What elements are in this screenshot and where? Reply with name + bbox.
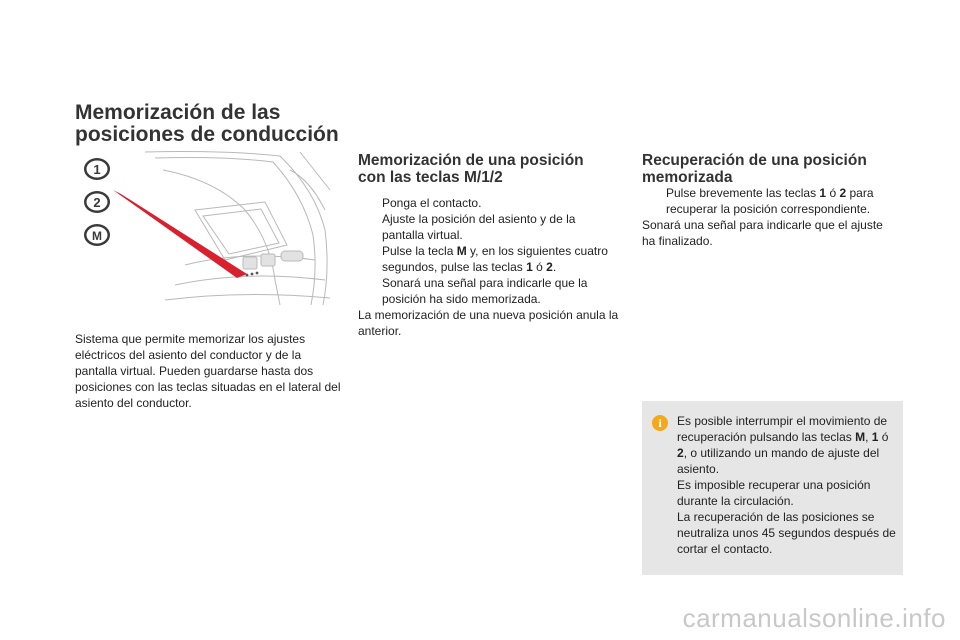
- memorize-step-3-confirmation: Sonará una señal para indicarle que la posición ha sido memorizada.: [382, 276, 588, 306]
- info-box: [642, 401, 903, 575]
- memorize-section-title: [358, 152, 584, 186]
- memorize-steps: [358, 195, 620, 339]
- recall-section-title: [642, 152, 867, 186]
- pointer-arrow: [113, 190, 247, 278]
- page-title-line1: Memorización de las: [75, 101, 281, 124]
- list-item: [358, 195, 620, 211]
- info-paragraph-2: Es imposible recuperar una posición durante la circulación.: [677, 478, 871, 508]
- recall-title-line2: memorizada: [642, 169, 733, 186]
- intro-text: Sistema que permite memorizar los ajustes eléctricos del asiento del conductor y de la pantalla virtual. Pueden guardarse hasta dos posiciones con las teclas situadas en el lateral del asiento del conductor.: [75, 332, 341, 410]
- seat-memory-buttons-illustration: [75, 150, 333, 308]
- recall-title-line1: Recuperación de una posición: [642, 152, 867, 169]
- button-2-icon: [84, 191, 110, 213]
- memorize-step-1: Ponga el contacto.: [382, 196, 482, 210]
- watermark: carmanualsonline.info: [682, 603, 946, 633]
- button-1-icon: [84, 158, 110, 180]
- info-text: [677, 413, 899, 557]
- recall-steps: [642, 185, 894, 249]
- page-title: [75, 102, 339, 146]
- memorize-title-line1: Memorización de una posición: [358, 152, 584, 169]
- memorize-step-2: Ajuste la posición del asiento y de la pantalla virtual.: [382, 212, 576, 242]
- list-item: [358, 243, 620, 307]
- info-icon: i: [652, 415, 668, 431]
- info-paragraph-1: Es posible interrumpir el movimiento de recuperación pulsando las teclas M, 1 ó 2, o utilizando un mando de ajuste del asiento.: [677, 414, 889, 476]
- recall-step-1: Pulse brevemente las teclas 1 ó 2 para recuperar la posición correspondiente.: [666, 186, 874, 216]
- page-title-line2: posiciones de conducción: [75, 123, 339, 146]
- button-2-label: 2: [93, 195, 101, 210]
- recall-note: Sonará una señal para indicarle que el ajuste ha finalizado.: [642, 218, 883, 248]
- memorize-step-3: Pulse la tecla M y, en los siguientes cuatro segundos, pulse las teclas 1 ó 2.: [382, 244, 608, 274]
- info-paragraph-3: La recuperación de las posiciones se neutraliza unos 45 segundos después de cortar el contacto.: [677, 510, 896, 556]
- list-item: [358, 211, 620, 243]
- button-1-label: 1: [93, 162, 101, 177]
- button-m-label: M: [92, 229, 102, 243]
- button-m-icon: [84, 224, 110, 246]
- memorize-note: La memorización de una nueva posición anula la anterior.: [358, 308, 619, 338]
- memorize-title-line2: con las teclas M/1/2: [358, 169, 503, 186]
- list-item: [642, 185, 894, 217]
